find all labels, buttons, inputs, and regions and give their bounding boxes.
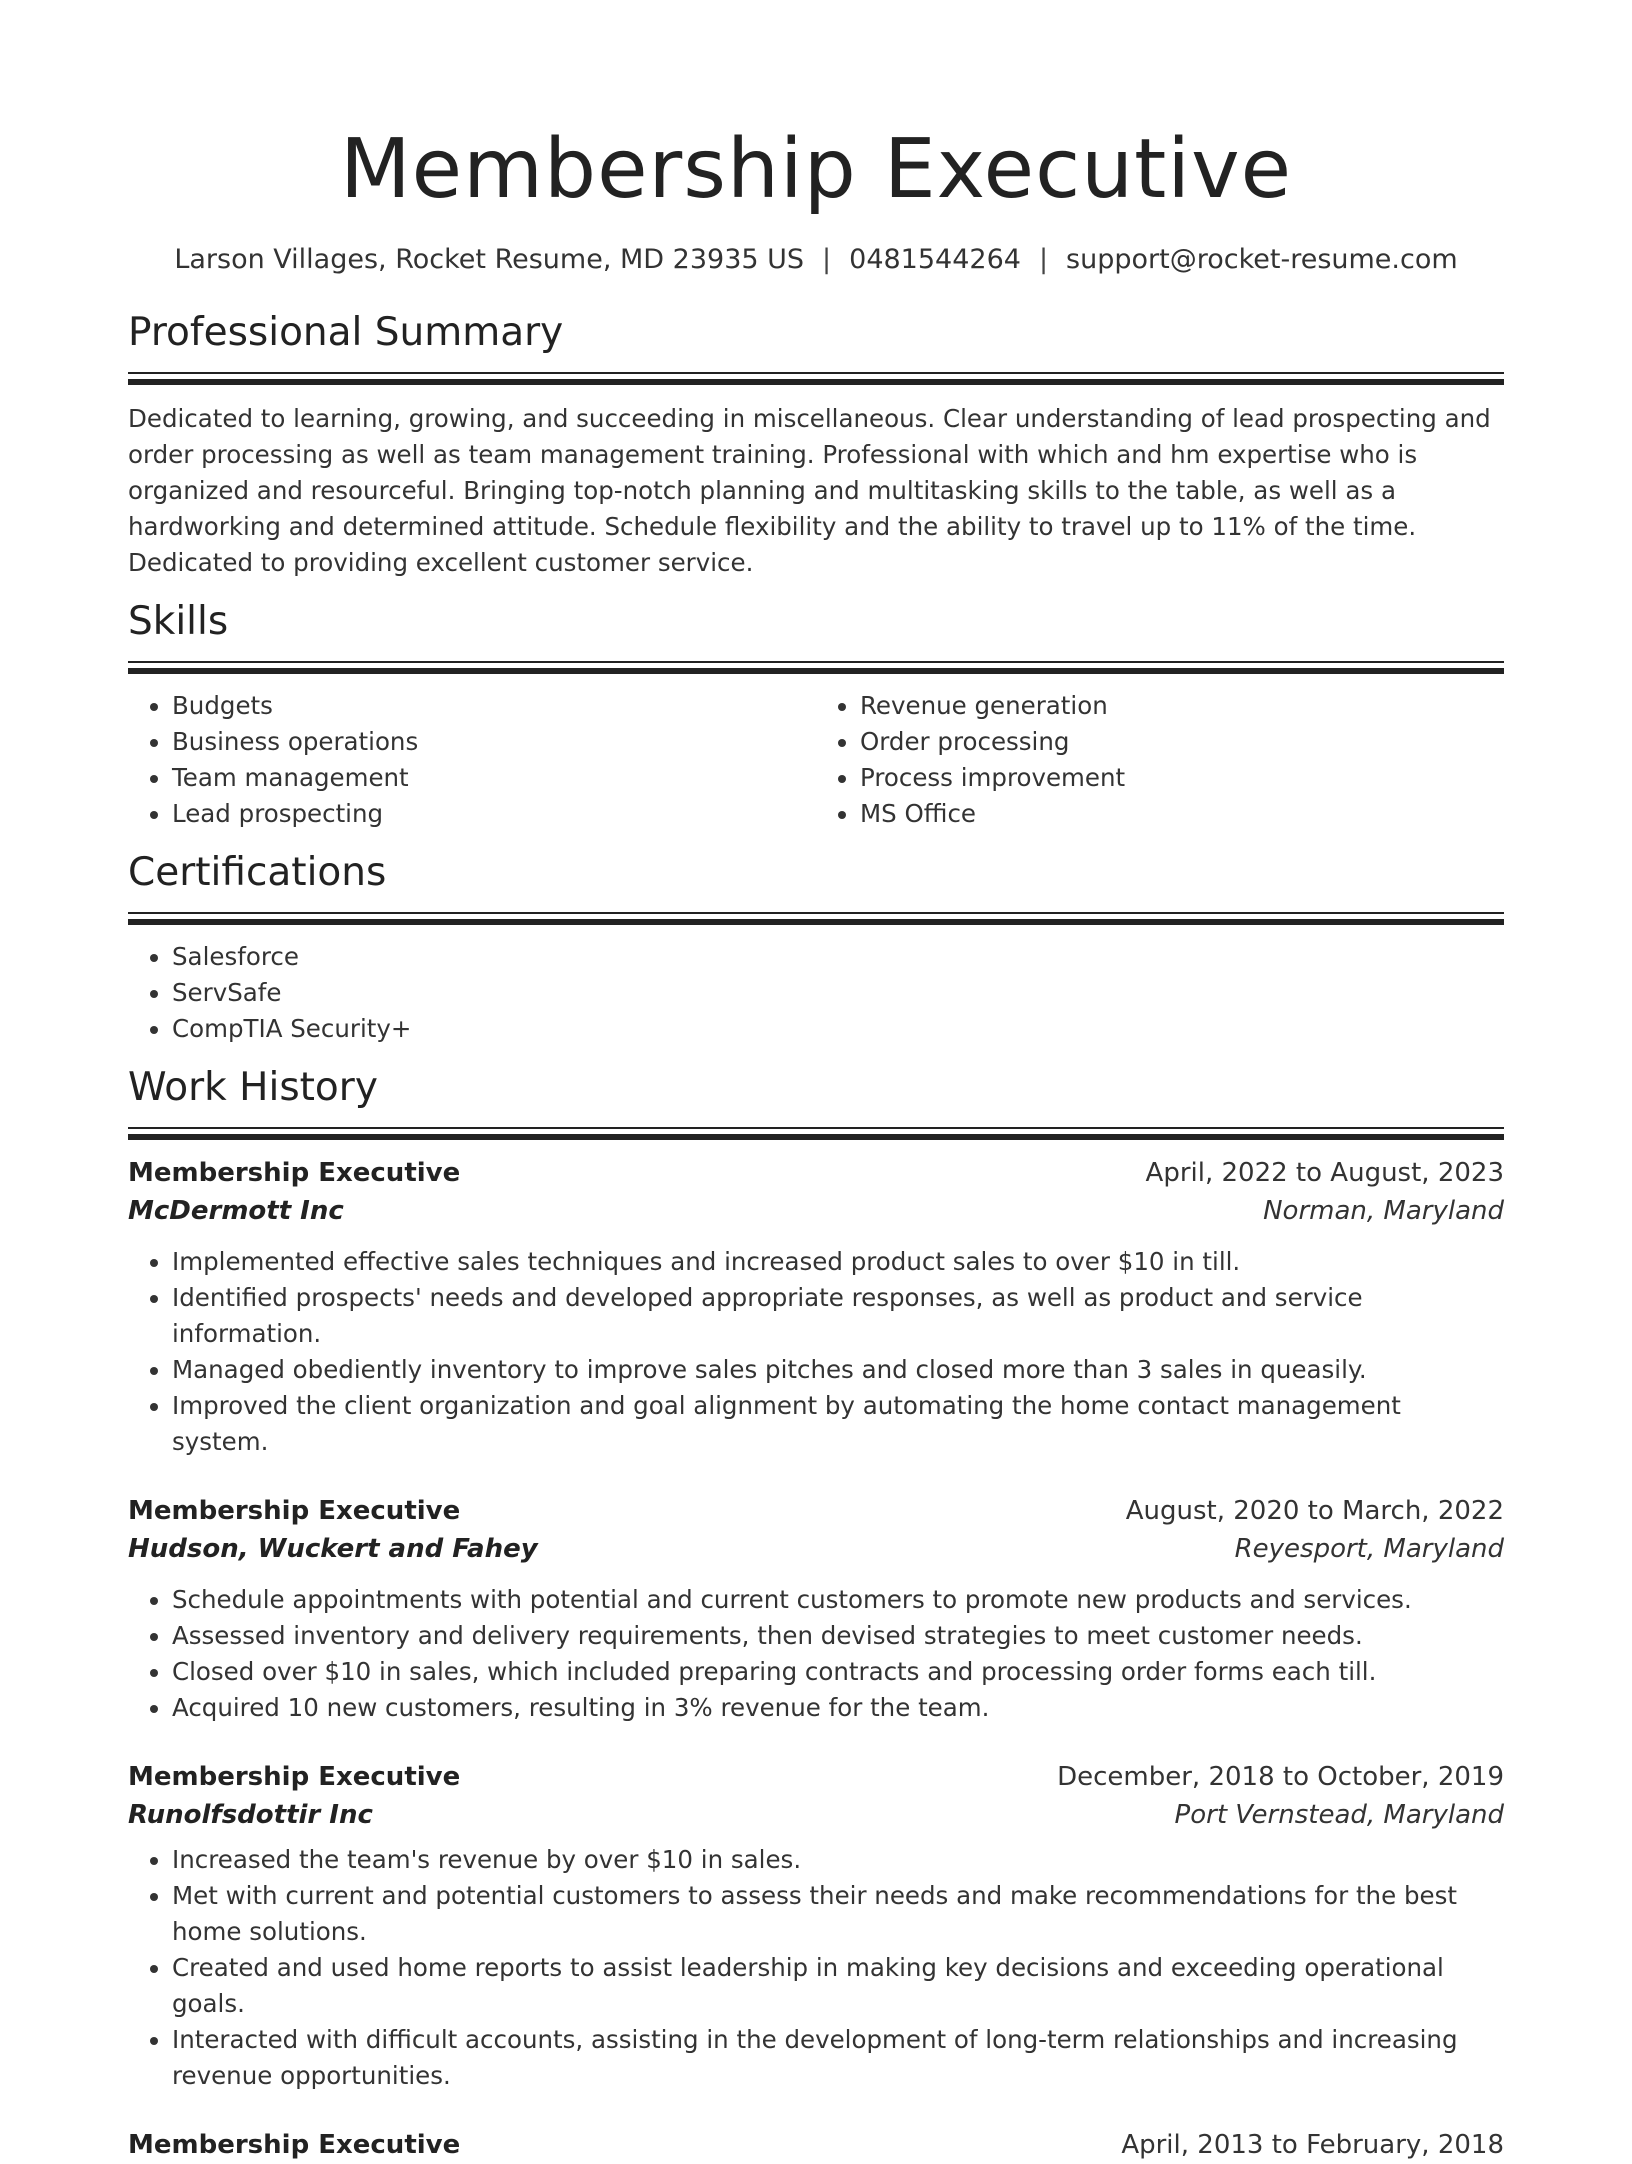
contact-line	[128, 242, 1504, 278]
job-bullet: • Interacted with difficult accounts, assisting in the development of long-term relationships and increasing revenue opportunities.	[172, 2022, 1504, 2094]
job-bullet: • Managed obediently inventory to improve sales pitches and closed more than 3 sales in queasily.	[172, 1352, 1504, 1388]
contact-separator: |	[822, 244, 832, 275]
certification-item: • Salesforce	[172, 939, 1504, 975]
job-entry	[128, 1154, 1504, 1460]
section-divider	[128, 1127, 1504, 1140]
resume-name: Membership Executive	[339, 122, 1293, 217]
section-divider	[128, 912, 1504, 925]
job-bullet: • Created and used home reports to assist leadership in making key decisions and exceeding operational goals.	[172, 1950, 1504, 2022]
job-title: Membership Executive	[128, 1762, 461, 1792]
job-title: Membership Executive	[128, 1496, 461, 1526]
summary-heading: Professional Summary	[128, 310, 564, 355]
skills-grid	[128, 688, 1504, 832]
skill-item: • Process improvement	[860, 760, 1504, 796]
contact-phone: 0481544264	[849, 244, 1021, 275]
job-bullet: • Increased the team's revenue by over $10 in sales.	[172, 1842, 1504, 1878]
job-title: Membership Executive	[128, 2130, 461, 2160]
certifications-section	[128, 848, 1504, 1047]
job-dates: April, 2022 to August, 2023	[1145, 1158, 1504, 1188]
job-bullet: • Implemented effective sales techniques and increased product sales to over $10 in till.	[172, 1244, 1504, 1280]
skills-list-left	[128, 688, 816, 832]
job-bullet: • Identified prospects' needs and developed appropriate responses, as well as product and service information.	[172, 1280, 1504, 1352]
certification-item: • CompTIA Security+	[172, 1011, 1504, 1047]
contact-email: support@rocket-resume.com	[1066, 244, 1458, 275]
skill-item: • Business operations	[172, 724, 816, 760]
job-company: McDermott Inc	[128, 1196, 344, 1226]
job-entry	[128, 2126, 1504, 2164]
job-subheader	[128, 1530, 1504, 1568]
job-subheader	[128, 1192, 1504, 1230]
work-history-section	[128, 1063, 1504, 2164]
job-bullet: • Met with current and potential customers to assess their needs and make recommendations for the best home solutions.	[172, 1878, 1504, 1950]
job-dates: December, 2018 to October, 2019	[1057, 1762, 1504, 1792]
section-divider	[128, 661, 1504, 674]
job-location: Norman, Maryland	[1263, 1196, 1504, 1226]
job-entry	[128, 1758, 1504, 2094]
skill-item: • Budgets	[172, 688, 816, 724]
job-title: Membership Executive	[128, 1158, 461, 1188]
job-location: Port Vernstead, Maryland	[1174, 1800, 1504, 1830]
skill-item: • Order processing	[860, 724, 1504, 760]
job-bullet: • Assessed inventory and delivery requirements, then devised strategies to meet customer needs.	[172, 1618, 1504, 1654]
certifications-list	[128, 939, 1504, 1047]
work-history-heading: Work History	[128, 1065, 378, 1110]
job-bullet: • Schedule appointments with potential and current customers to promote new products and services.	[172, 1582, 1504, 1618]
certifications-heading: Certifications	[128, 850, 387, 895]
skill-item: • Team management	[172, 760, 816, 796]
job-dates: April, 2013 to February, 2018	[1121, 2130, 1504, 2160]
certification-item: • ServSafe	[172, 975, 1504, 1011]
skill-item: • Revenue generation	[860, 688, 1504, 724]
job-header	[128, 1154, 1504, 1192]
job-header	[128, 1758, 1504, 1796]
job-header	[128, 2126, 1504, 2164]
section-divider	[128, 372, 1504, 385]
job-location: Reyesport, Maryland	[1234, 1534, 1504, 1564]
summary-text: Dedicated to learning, growing, and succeeding in miscellaneous. Clear understanding of lead prospecting and order processing as well as team management training. Professional with which and hm expertise who is organized and resourceful. Bringing top-notch planning and multitasking skills to the table, as well as a hardworking and determined attitude. Schedule flexibility and the ability to travel up to 11% of the time. Dedicated to providing excellent customer service.	[128, 404, 1491, 577]
skills-heading: Skills	[128, 599, 229, 644]
contact-address: Larson Villages, Rocket Resume, MD 23935 US	[174, 244, 805, 275]
job-bullets	[128, 1582, 1504, 1726]
job-company: Runolfsdottir Inc	[128, 1800, 373, 1830]
job-bullet: • Acquired 10 new customers, resulting in 3% revenue for the team.	[172, 1690, 1504, 1726]
skills-list-right	[816, 688, 1504, 832]
job-company: Hudson, Wuckert and Fahey	[128, 1534, 538, 1564]
job-header	[128, 1492, 1504, 1530]
job-bullets	[128, 1244, 1504, 1460]
job-dates: August, 2020 to March, 2022	[1125, 1496, 1504, 1526]
skill-item: • Lead prospecting	[172, 796, 816, 832]
summary-section	[128, 308, 1504, 581]
contact-separator: |	[1038, 244, 1049, 275]
job-bullet: • Improved the client organization and goal alignment by automating the home contact management system.	[172, 1388, 1504, 1460]
skills-section	[128, 597, 1504, 832]
job-bullet: • Closed over $10 in sales, which included preparing contracts and processing order forms each till.	[172, 1654, 1504, 1690]
job-entry	[128, 1492, 1504, 1726]
job-bullets	[128, 1842, 1504, 2094]
skill-item: • MS Office	[860, 796, 1504, 832]
job-subheader	[128, 1796, 1504, 1834]
